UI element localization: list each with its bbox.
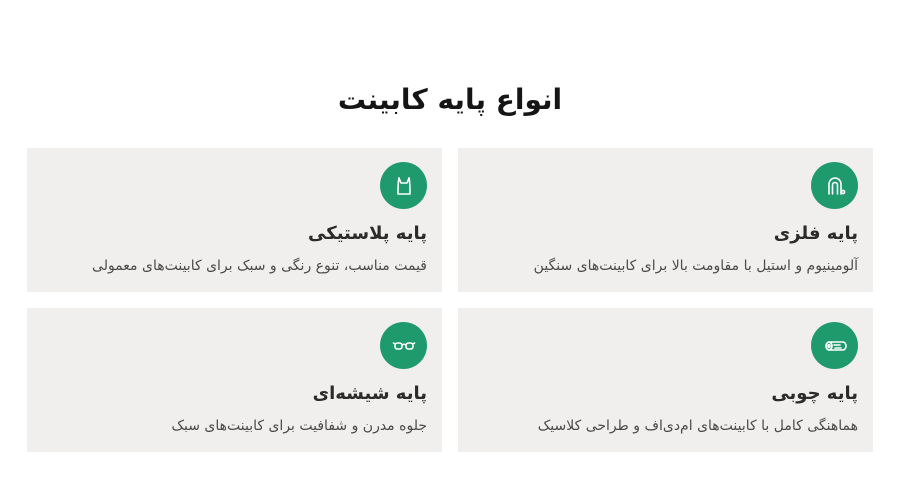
card-plastic-leg	[27, 148, 442, 292]
card-description: هماهنگی کامل با کابینت‌های ام‌دی‌اف و طراحی کلاسیک	[537, 418, 858, 434]
glasses-icon	[392, 334, 416, 358]
card-metal-leg	[458, 148, 873, 292]
icon-badge	[380, 322, 427, 369]
metal-leg-icon	[823, 174, 847, 198]
card-title: پایه چوبی	[771, 383, 858, 404]
card-description: قیمت مناسب، تنوع رنگی و سبک برای کابینت‌های معمولی	[92, 258, 427, 274]
card-wooden-leg	[458, 308, 873, 452]
card-title: پایه شیشه‌ای	[312, 383, 427, 404]
card-description: جلوه مدرن و شفافیت برای کابینت‌های سبک	[171, 418, 427, 434]
card-description: آلومینیوم و استیل با مقاومت بالا برای کابینت‌های سنگین	[533, 258, 858, 274]
plastic-bag-icon	[392, 174, 416, 198]
icon-badge	[811, 322, 858, 369]
card-title: پایه فلزی	[773, 223, 858, 244]
wood-log-icon	[823, 334, 847, 358]
card-glass-leg	[27, 308, 442, 452]
icon-badge	[380, 162, 427, 209]
section-title: انواع پایه کابینت	[337, 83, 563, 116]
icon-badge	[811, 162, 858, 209]
card-title: پایه پلاستیکی	[308, 223, 427, 244]
cabinet-leg-types-grid	[27, 148, 873, 452]
